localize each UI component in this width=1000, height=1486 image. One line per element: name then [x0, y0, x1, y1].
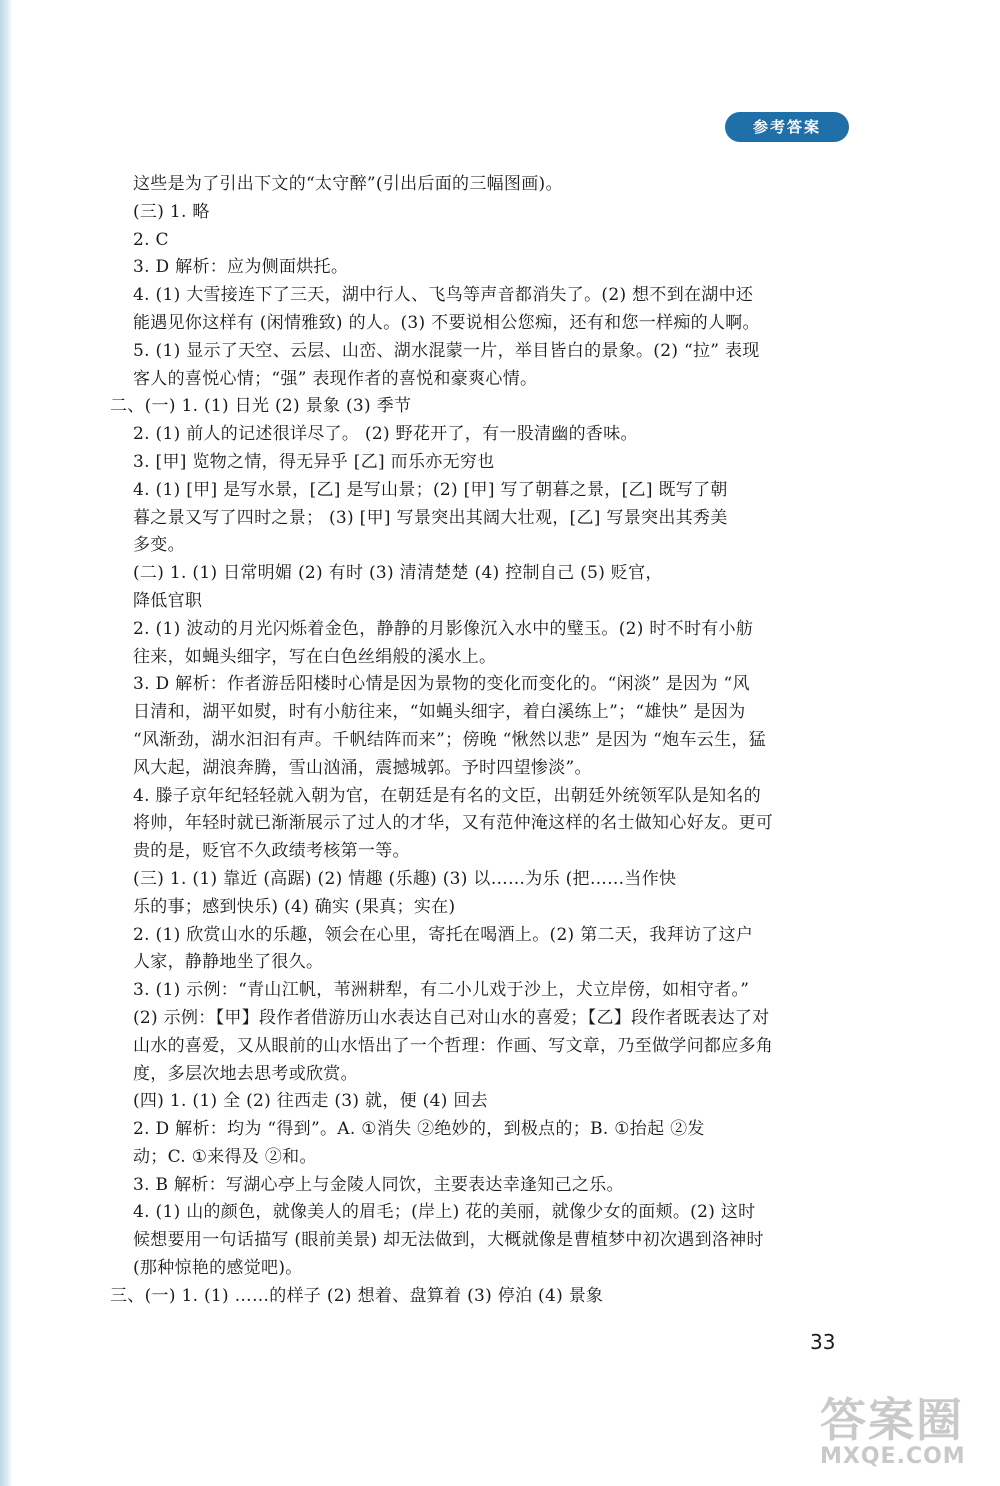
text-line: 度，多层次地去思考或欣赏。 — [133, 1063, 358, 1084]
text-line: (三) 1. (1) 靠近 (高踞) (2) 情趣 (乐趣) (3) 以……为乐 (把……当作快 — [133, 868, 677, 889]
text-line: 候想要用一句话描写 (眼前美景) 却无法做到，大概就像是曹植梦中初次遇到洛神时 — [133, 1230, 764, 1251]
text-line: 山水的喜爱，又从眼前的山水悟出了一个哲理：作画、写文章，乃至做学问都应多角 — [133, 1035, 774, 1056]
text-line: 日清和，湖平如熨，时有小舫往来，“如蝇头细字，着白溪练上”；“雄快” 是因为 — [133, 702, 746, 723]
text-line: 多变。 — [133, 535, 185, 556]
page-number: 33 — [810, 1330, 836, 1354]
answer-text-body — [110, 171, 855, 1311]
text-line: 2. (1) 前人的记述很详尽了。 (2) 野花开了，有一股清幽的香味。 — [133, 424, 638, 445]
text-line: (二) 1. (1) 日常明媚 (2) 有时 (3) 清清楚楚 (4) 控制自己 (5) 贬官， — [133, 563, 663, 584]
text-line: 乐的事；感到快乐) (4) 确实 (果真；实在) — [133, 896, 456, 917]
text-line: 动；C. ①来得及 ②和。 — [133, 1146, 317, 1167]
text-line: 贵的是，贬官不久政绩考核第一等。 — [133, 841, 410, 862]
text-line: (那种惊艳的感觉吧)。 — [133, 1258, 303, 1279]
text-line: 能遇见你这样有 (闲情雅致) 的人。(3) 不要说相公您痴，还有和您一样痴的人啊。 — [133, 312, 760, 333]
text-line: 4. (1) 山的颜色，就像美人的眉毛；(岸上) 花的美丽，就像少女的面颊。(2) 这时 — [133, 1202, 756, 1223]
text-line: 3. D 解析：作者游岳阳楼时心情是因为景物的变化而变化的。“闲淡” 是因为 “风 — [133, 674, 750, 695]
text-line: 4. (1) 大雪接连下了三天，湖中行人、飞鸟等声音都消失了。(2) 想不到在湖中还 — [133, 285, 754, 306]
text-line: 人家，静静地坐了很久。 — [133, 952, 324, 973]
text-line: 4. 滕子京年纪轻轻就入朝为官，在朝廷是有名的文臣，出朝廷外统领军队是知名的 — [133, 785, 762, 806]
text-line: 二、(一) 1. (1) 日光 (2) 景象 (3) 季节 — [110, 396, 412, 417]
watermark-logo-text: 答案圈 — [820, 1393, 964, 1447]
text-line: (四) 1. (1) 全 (2) 往西走 (3) 就，便 (4) 回去 — [133, 1091, 488, 1112]
text-line: 3. [甲] 览物之情，得无异乎 [乙] 而乐亦无穷也 — [133, 451, 495, 472]
text-line: 暮之景又写了四时之景； (3) [甲] 写景突出其阔大壮观，[乙] 写景突出其秀美 — [133, 507, 728, 528]
text-line: 3. D 解析：应为侧面烘托。 — [133, 257, 349, 278]
text-line: 这些是为了引出下文的“太守醉”(引出后面的三幅图画)。 — [133, 174, 563, 194]
watermark-site: MXQE.COM — [820, 1444, 966, 1469]
text-line: 将帅，年轻时就已渐渐展示了过人的才华，又有范仲淹这样的名士做知心好友。更可 — [133, 813, 774, 834]
text-line: 往来，如蝇头细字，写在白色丝绢般的溪水上。 — [133, 646, 497, 667]
text-line: 3. B 解析：写湖心亭上与金陵人同饮，主要表达幸逢知己之乐。 — [133, 1174, 624, 1195]
text-line: 三、(一) 1. (1) ……的样子 (2) 想着、盘算着 (3) 停泊 (4) 景象 — [110, 1285, 604, 1306]
text-line: 4. (1) [甲] 是写水景，[乙] 是写山景；(2) [甲] 写了朝暮之景，[乙] 既写了朝 — [133, 479, 728, 500]
watermark-logo — [820, 1395, 990, 1475]
text-line: “风渐劲，湖水汩汩有声。千帆结阵而来”；傍晚 “愀然以悲” 是因为 “炮车云生，猛 — [133, 729, 766, 750]
answer-key-badge: 参考答案 — [725, 112, 849, 142]
text-line: 降低官职 — [133, 590, 203, 611]
text-line: 2. (1) 波动的月光闪烁着金色，静静的月影像沉入水中的璧玉。(2) 时不时有小舫 — [133, 618, 754, 639]
text-line: (2) 示例：【甲】段作者借游历山水表达自己对山水的喜爱；【乙】段作者既表达了对 — [133, 1007, 770, 1028]
text-line: (三) 1. 略 — [133, 201, 210, 222]
text-line: 5. (1) 显示了天空、云层、山峦、湖水混蒙一片，举目皆白的景象。(2) “拉” 表现 — [133, 340, 760, 361]
page-edge — [0, 0, 12, 1486]
text-line: 3. (1) 示例：“青山江帆，苇洲耕犁，有二小儿戏于沙上，犬立岸傍，如相守者。” — [133, 980, 750, 1001]
text-line: 2. C — [133, 229, 169, 250]
text-line: 2. (1) 欣赏山水的乐趣，领会在心里，寄托在喝酒上。(2) 第二天，我拜访了这户 — [133, 924, 754, 945]
text-line: 风大起，湖浪奔腾，雪山汹涌，震撼城郭。予时四望惨淡”。 — [133, 757, 592, 778]
text-line: 2. D 解析：均为 “得到”。A. ①消失 ②绝妙的，到极点的；B. ①抬起 ②发 — [133, 1119, 705, 1140]
text-line: 客人的喜悦心情；“强” 表现作者的喜悦和豪爽心情。 — [133, 368, 538, 389]
